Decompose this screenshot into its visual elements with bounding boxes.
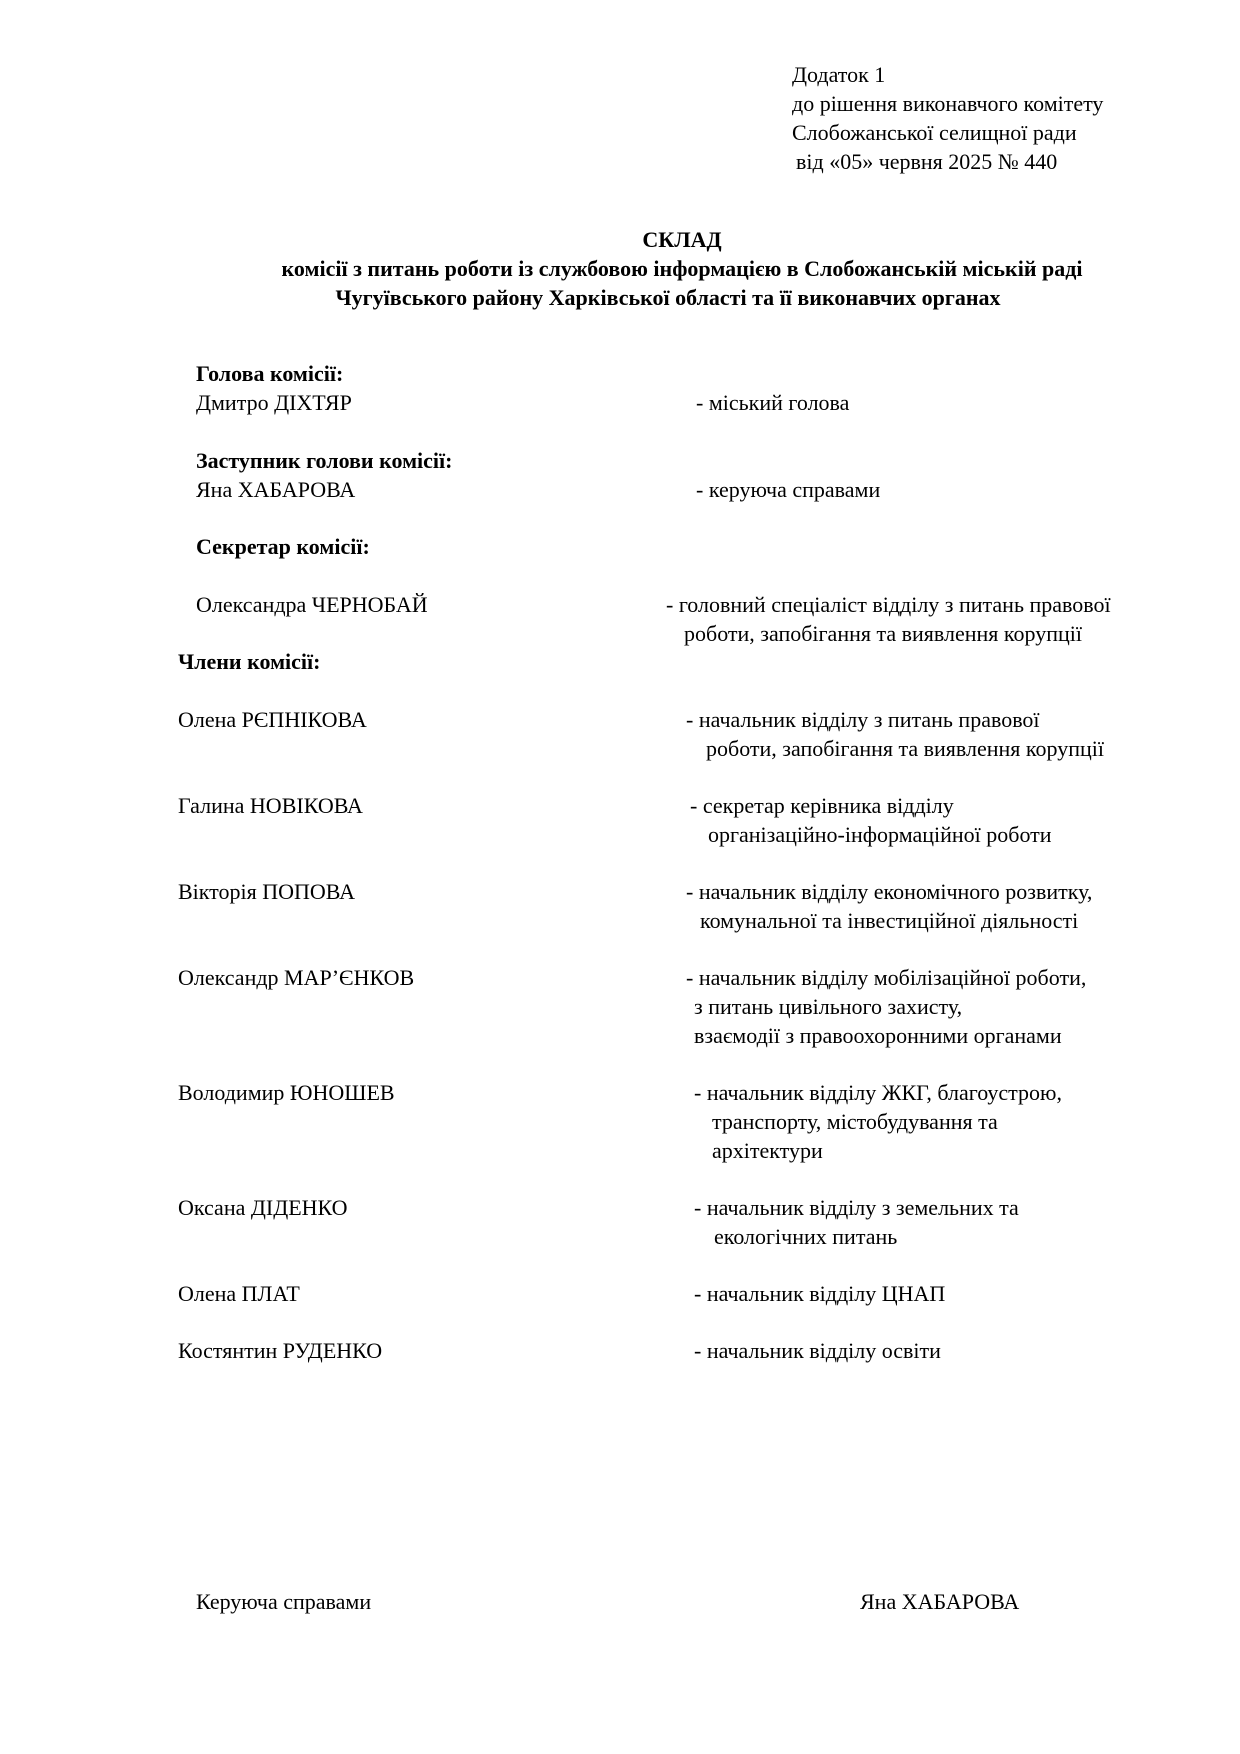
secretary-label: Секретар комісії: <box>196 534 370 559</box>
signature-position: Керуюча справами <box>196 1589 372 1614</box>
member-name: Володимир ЮНОШЕВ <box>178 1080 395 1105</box>
annex-line-3: Слобожанської селищної ради <box>792 120 1077 145</box>
member-role-line: екологічних питань <box>714 1224 898 1249</box>
chair-role: - міський голова <box>696 390 850 415</box>
member-role-line: з питань цивільного захисту, <box>694 994 963 1019</box>
member-name: Оксана ДІДЕНКО <box>178 1195 348 1220</box>
member-role-line: комунальної та інвестиційної діяльності <box>700 908 1079 933</box>
member-name: Галина НОВІКОВА <box>178 793 363 818</box>
secretary-name: Олександра ЧЕРНОБАЙ <box>196 592 428 617</box>
heading-title: СКЛАД <box>642 227 722 252</box>
heading-line-2: комісії з питань роботи із службовою інформацією в Слобожанській міській раді <box>281 256 1083 281</box>
member-role-line: - секретар керівника відділу <box>690 793 954 818</box>
member-name: Олена ПЛАТ <box>178 1281 300 1306</box>
annex-header <box>792 60 1103 176</box>
member-name: Олександр МАР’ЄНКОВ <box>178 965 415 990</box>
deputy-role: - керуюча справами <box>696 477 881 502</box>
member-role-line: організаційно-інформаційної роботи <box>708 822 1052 847</box>
member-role-line: - начальник відділу освіти <box>694 1338 941 1363</box>
chair-name: Дмитро ДІХТЯР <box>196 390 352 415</box>
member-role-line: - начальник відділу з питань правової <box>686 707 1040 732</box>
deputy-label: Заступник голови комісії: <box>196 448 453 473</box>
member-role-line: архітектури <box>712 1138 823 1163</box>
secretary-role-line-2: роботи, запобігання та виявлення корупції <box>684 621 1082 646</box>
member-role-line: роботи, запобігання та виявлення корупції <box>706 736 1104 761</box>
member-role-line: - начальник відділу ЖКГ, благоустрою, <box>694 1080 1062 1105</box>
signature-name: Яна ХАБАРОВА <box>860 1589 1020 1614</box>
document-heading <box>0 225 1240 312</box>
member-name: Костянтин РУДЕНКО <box>178 1338 383 1363</box>
heading-line-3: Чугуївського району Харківської області та її виконавчих органах <box>335 285 1001 310</box>
member-role-line: транспорту, містобудування та <box>712 1109 998 1134</box>
member-role-line: - начальник відділу ЦНАП <box>694 1281 946 1306</box>
member-role-line: - начальник відділу мобілізаційної роботи, <box>686 965 1087 990</box>
secretary-role-line-1: - головний спеціаліст відділу з питань правової <box>666 592 1111 617</box>
member-role-line: - начальник відділу економічного розвитку, <box>686 879 1093 904</box>
annex-line-1: Додаток 1 <box>792 62 886 87</box>
member-role-line: взаємодії з правоохоронними органами <box>694 1023 1062 1048</box>
deputy-name: Яна ХАБАРОВА <box>196 477 356 502</box>
member-role-line: - начальник відділу з земельних та <box>694 1195 1019 1220</box>
annex-line-4: від «05» червня 2025 № 440 <box>796 149 1058 174</box>
chair-label: Голова комісії: <box>196 361 344 386</box>
member-name: Вікторія ПОПОВА <box>178 879 355 904</box>
annex-line-2: до рішення виконавчого комітету <box>792 91 1104 116</box>
member-name: Олена РЄПНІКОВА <box>178 707 367 732</box>
members-label: Члени комісії: <box>178 649 321 674</box>
